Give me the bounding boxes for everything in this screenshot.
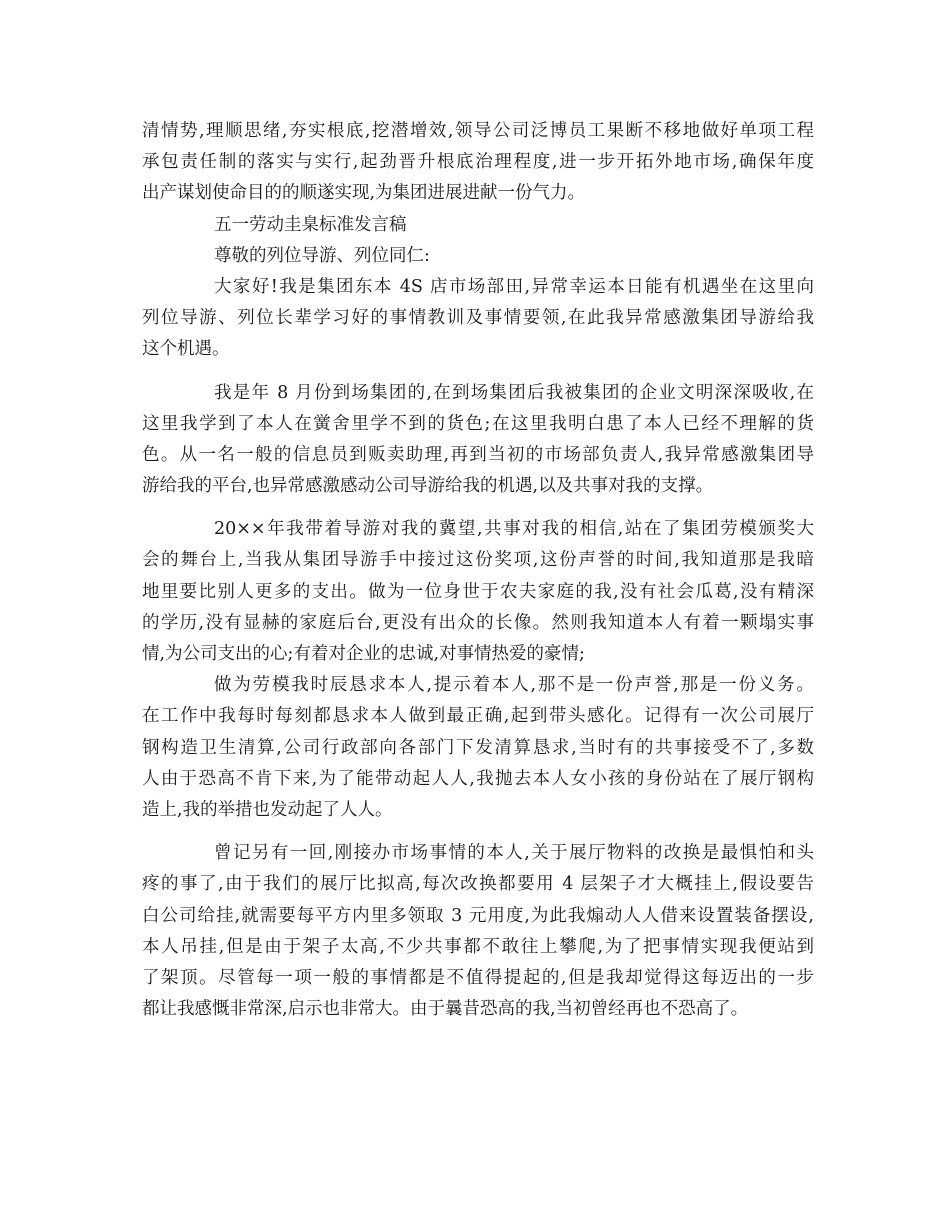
text-line: 本人吊挂,但是由于架子太高,不少共事都不敢往上攀爬,为了把事情实现我便站到 xyxy=(142,936,814,957)
paragraph-gap xyxy=(142,502,814,514)
paragraph-gap xyxy=(142,826,814,838)
text-line: 列位导游、列位长辈学习好的事情教训及事情要领,在此我异常感激集团导游给我 xyxy=(142,308,814,329)
paragraph-gap xyxy=(142,366,814,378)
paragraph-joining xyxy=(142,378,814,503)
text-line: 这个机遇。 xyxy=(142,339,230,360)
text-line: 出产谋划使命目的的顺遂实现,为集团进展进献一份气力。 xyxy=(142,183,586,204)
text-line: 大家好!我是集团东本 4S 店市场部田,异常幸运本日能有机遇坐在这里向 xyxy=(214,276,814,297)
text-line: 情,为公司支出的心;有着对企业的忠诚,对事情热爱的豪情; xyxy=(142,644,585,664)
text-line: 20××年我带着导游对我的冀望,共事对我的相信,站在了集团劳模颁奖大 xyxy=(214,519,814,540)
paragraph-greeting xyxy=(142,272,814,366)
text-line: 做为劳模我时辰恳求本人,提示着本人,那不是一份声誉,那是一份义务。 xyxy=(214,675,814,696)
text-line: 造上,我的举措也发动起了人人。 xyxy=(142,799,393,820)
text-line: 五一劳动圭臬标准发言稿 xyxy=(214,214,407,235)
text-line: 承包责任制的落实与实行,起劲晋升根底治理程度,进一步开拓外地市场,确保年度 xyxy=(142,152,814,173)
document-page xyxy=(142,116,814,1025)
text-line: 在工作中我每时每刻都恳求本人做到最正确,起到带头感化。记得有一次公司展厅 xyxy=(142,706,814,727)
paragraph-model-worker xyxy=(142,670,814,826)
text-line: 白公司给挂,就需要每平方内里多领取 3 元用度,为此我煽动人人借来设置装备摆设, xyxy=(142,905,814,926)
text-line: 这里我学到了本人在黉舍里学不到的货色;在这里我明白患了本人已经不理解的货 xyxy=(142,413,814,434)
text-line: 游给我的平台,也异常感激感动公司导游给我的机遇,以及共事对我的支撑。 xyxy=(142,476,714,497)
text-line: 我是年 8 月份到场集团的,在到场集团后我被集团的企业文明深深吸收,在 xyxy=(214,382,814,403)
paragraph-exhibition xyxy=(142,838,814,1025)
text-line: 地里要比别人更多的支出。做为一位身世于农夫家庭的我,没有社会瓜葛,没有精深 xyxy=(142,581,814,602)
salutation xyxy=(142,241,814,272)
text-line: 色。从一名一般的信息员到贩卖助理,再到当初的市场部负责人,我异常感激集团导 xyxy=(142,444,814,465)
text-line: 都让我感慨非常深,启示也非常大。由于曩昔恐高的我,当初曾经再也不恐高了。 xyxy=(142,999,749,1020)
text-line: 的学历,没有显赫的家庭后台,更没有出众的长像。然则我知道本人有着一颗塌实事 xyxy=(142,612,814,633)
paragraph-continuation xyxy=(142,116,814,210)
text-line: 会的舞台上,当我从集团导游手中接过这份奖项,这份声誉的时间,我知道那是我暗 xyxy=(142,550,814,571)
text-line: 尊敬的列位导游、列位同仁: xyxy=(214,245,430,266)
text-line: 人由于恐高不肯下来,为了能带动起人人,我抛去本人女小孩的身份站在了展厅钢构 xyxy=(142,768,814,789)
text-line: 钢构造卫生清算,公司行政部向各部门下发清算恳求,当时有的共事接受不了,多数 xyxy=(142,737,814,758)
text-line: 曾记另有一回,刚接办市场事情的本人,关于展厅物料的改换是最惧怕和头 xyxy=(214,843,814,864)
text-line: 疼的事了,由于我们的展厅比拟高,每次改换都要用 4 层架子才大概挂上,假设要告 xyxy=(142,874,814,895)
speech-title xyxy=(142,210,814,241)
text-line: 了架顶。尽管每一项一般的事情都是不值得提起的,但是我却觉得这每迈出的一步 xyxy=(142,967,814,988)
text-line: 清情势,理顺思绪,夯实根底,挖潜增效,领导公司泛博员工果断不移地做好单项工程 xyxy=(142,121,814,141)
paragraph-award xyxy=(142,514,814,670)
